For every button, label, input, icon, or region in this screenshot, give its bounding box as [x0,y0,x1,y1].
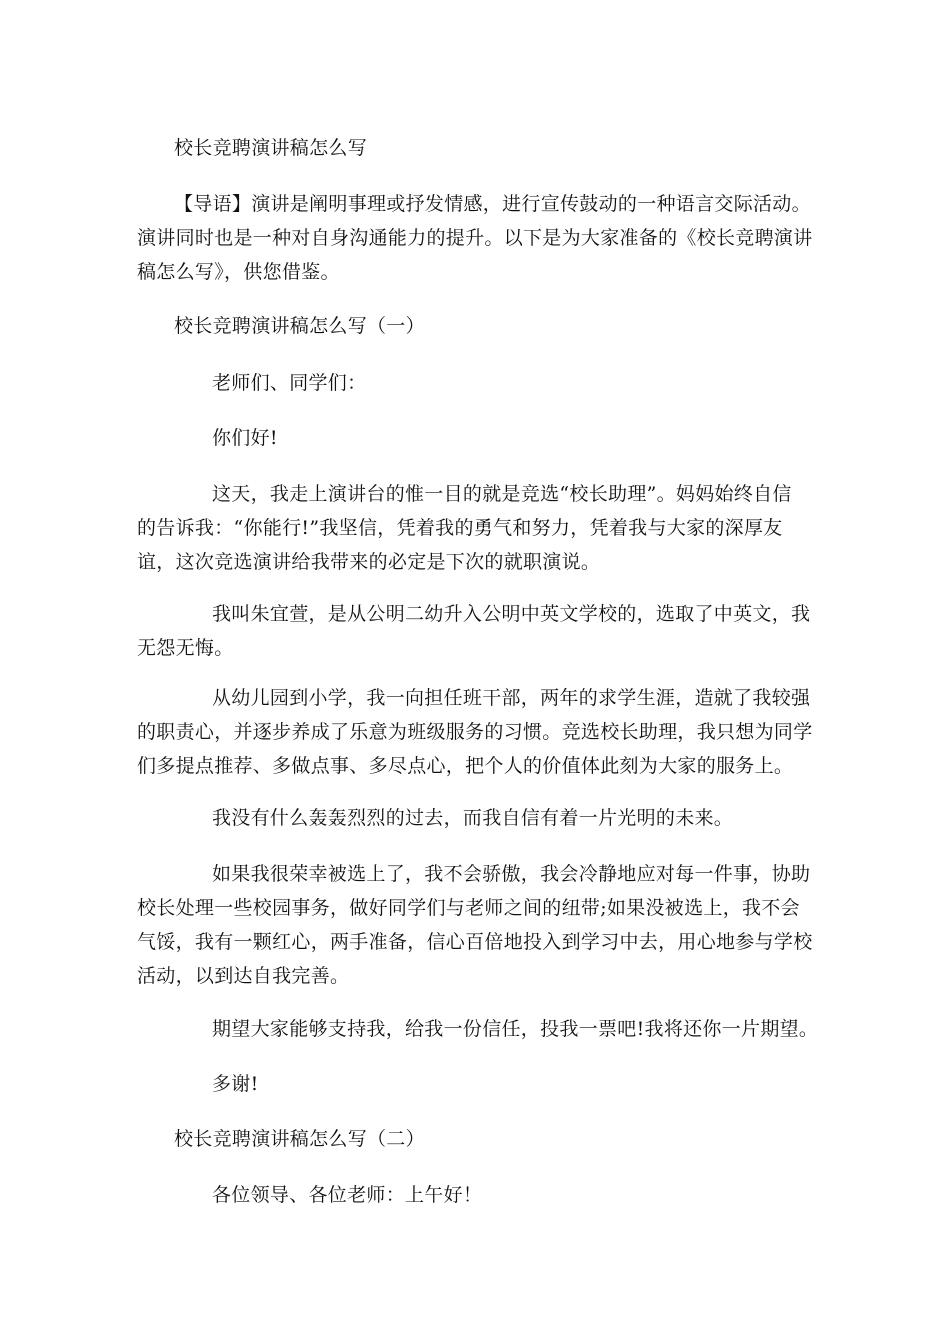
paragraph-line: 从幼儿园到小学，我一向担任班干部，两年的求学生涯，造就了我较强 [212,687,811,709]
paragraph-2 [137,597,811,665]
section2-heading: 校长竞聘演讲稿怎么写（二） [174,1128,425,1150]
paragraph-line: 谊，这次竞选演讲给我带来的必定是下次的就职演说。 [137,551,601,573]
greeting-teachers-students: 老师们、同学们： [212,372,367,394]
intro-line: 【导语】演讲是阐明事理或抒发情感，进行宣传鼓动的一种语言交际活动。 [174,193,811,215]
intro-line: 演讲同时也是一种对自身沟通能力的提升。以下是为大家准备的《校长竞聘演讲 [137,227,813,249]
paragraph-line: 活动，以到达自我完善。 [137,965,350,987]
paragraph-5 [137,857,813,993]
paragraph-line: 的告诉我：“你能行!”我坚信，凭着我的勇气和努力，凭着我与大家的深厚友 [137,517,783,539]
paragraph-line: 无怨无悔。 [137,637,234,659]
paragraph-line: 我叫朱宜萱，是从公明二幼升入公明中英文学校的，选取了中英文，我 [212,603,811,625]
paragraph-line: 校长处理一些校园事务，做好同学们与老师之间的纽带;如果没被选上，我不会 [137,897,800,919]
intro-line: 稿怎么写》，供您借鉴。 [137,261,340,283]
greeting-leaders-teachers: 各位领导、各位老师：上午好！ [212,1184,483,1206]
paragraph-line: 这天，我走上演讲台的惟一目的就是竞选“校长助理”。妈妈始终自信 [212,483,792,505]
intro-paragraph [137,187,813,289]
paragraph-line: 如果我很荣幸被选上了，我不会骄傲，我会冷静地应对每一件事，协助 [212,863,811,885]
paragraph-line: 的职责心，并逐步养成了乐意为班级服务的习惯。竞选校长助理，我只想为同学 [137,721,813,743]
thanks-line: 多谢! [212,1073,259,1095]
paragraph-1 [137,477,807,579]
section1-heading: 校长竞聘演讲稿怎么写（一） [174,315,425,337]
paragraph-line: 气馁，我有一颗红心，两手准备，信心百倍地投入到学习中去，用心地参与学校 [137,931,813,953]
greeting-hello: 你们好! [212,427,278,449]
paragraph-4: 我没有什么轰轰烈烈的过去，而我自信有着一片光明的未来。 [212,807,734,829]
paragraph-line: 们多提点推荐、多做点事、多尽点心，把个人的价值体此刻为大家的服务上。 [137,755,794,777]
paragraph-6: 期望大家能够支持我，给我一份信任，投我一票吧!我将还你一片期望。 [212,1018,819,1040]
document-title: 校长竞聘演讲稿怎么写 [174,137,368,159]
paragraph-3 [137,681,813,783]
